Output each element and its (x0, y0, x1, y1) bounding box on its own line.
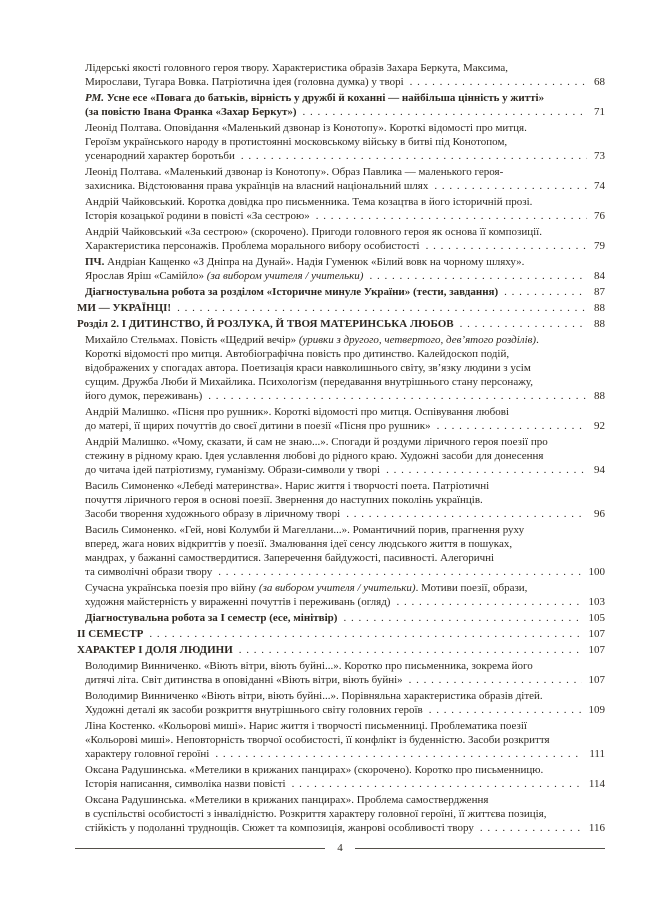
dot-leader (369, 269, 587, 283)
dot-leader (316, 209, 587, 223)
toc-text-segment: Характеристика персонажів. Проблема морального вибору особистості (85, 240, 420, 252)
toc-text-segment: в суспільстві особистості з інвалідністю. Розкриття характеру головної героїні, її життєва позиція, (85, 808, 547, 820)
toc-text-segment: Андрій Чайковський «За сестрою» (скорочено). Пригоди головного героя як основа її композиції. (85, 226, 542, 238)
toc-text-segment: сущим. Дружба Люби й Михайлика. Психологізм (передавання внутрішнього стану персонажу, (85, 376, 533, 388)
toc-line (85, 105, 605, 119)
page-number: 88 (594, 390, 605, 402)
toc-text-segment: . (536, 334, 539, 346)
toc-text (85, 179, 428, 193)
toc-line (85, 179, 605, 193)
toc-text-segment: усенародний характер боротьби (85, 150, 235, 162)
toc-line (85, 507, 605, 521)
footer-page-number: 4 (337, 842, 343, 854)
toc-line (85, 659, 605, 673)
toc-line (85, 463, 605, 477)
page-number: 76 (594, 210, 605, 222)
dot-leader (410, 75, 587, 89)
toc-line (85, 405, 605, 419)
toc-text-segment: (уривки з другого, четвертого, дев’ятого розділів) (298, 334, 537, 346)
toc-list (77, 61, 605, 837)
toc-text (85, 226, 542, 238)
page-number: 105 (588, 612, 605, 624)
toc-text-segment: Леонід Полтава. Оповідання «Маленький дзвонар із Конотопу». Короткі відомості про митця. (85, 122, 527, 134)
toc-line (85, 747, 605, 761)
toc-line (85, 611, 605, 625)
toc-text (77, 643, 233, 657)
page-number: 84 (594, 270, 605, 282)
dot-leader (149, 627, 581, 641)
toc-text-segment: Короткі відомості про митця. Автобіографічна повість про дитинство. Калейдоскоп подій, (85, 348, 510, 360)
toc-entry (77, 285, 605, 299)
toc-line (85, 333, 605, 347)
dot-leader (409, 673, 582, 687)
toc-text-segment: його думок, переживань) (85, 390, 203, 402)
page-number: 92 (594, 420, 605, 432)
toc-text (85, 821, 474, 835)
toc-text (85, 552, 494, 564)
toc-text (85, 808, 546, 820)
toc-text-segment: ХАРАКТЕР І ДОЛЯ ЛЮДИНИ (77, 644, 233, 656)
toc-text (85, 196, 532, 208)
toc-text (85, 582, 527, 594)
toc-text-segment: . Мотиви поезії, образи, (415, 582, 528, 594)
page-number: 88 (594, 302, 605, 314)
toc-text-segment: Мирослави, Тугара Вовка. Патріотична ідея (головна думка) у творі (85, 76, 404, 88)
toc-entry (77, 405, 605, 433)
toc-text-segment: РМ. (85, 92, 104, 104)
toc-line (85, 689, 605, 703)
toc-line (85, 61, 605, 75)
toc-text (85, 105, 297, 119)
toc-text (85, 209, 310, 223)
page-number: 88 (594, 318, 605, 330)
toc-text (85, 611, 337, 625)
toc-line (85, 435, 605, 449)
toc-text-segment: Художні деталі як засоби розкриття внутрішнього світу головних героїв (85, 704, 423, 716)
toc-text-segment: ПЧ. (85, 256, 105, 268)
toc-line (77, 627, 605, 641)
toc-text (85, 92, 544, 104)
toc-text (85, 239, 420, 253)
toc-text (85, 149, 235, 163)
toc-text (85, 62, 508, 74)
toc-entry (77, 61, 605, 89)
dot-leader (480, 821, 582, 835)
toc-text-segment: Василь Симоненко. «Гей, нові Колумби й Магеллани...». Романтичний порив, прагнення руху (85, 524, 525, 536)
toc-text-segment: Історія козацької родини в повісті «За сестрою» (85, 210, 310, 222)
toc-text-segment: Андрій Чайковський. Коротка довідка про письменника. Тема козацтва в його історичній прозі. (85, 196, 533, 208)
toc-line (85, 777, 605, 791)
toc-line (85, 551, 605, 565)
toc-line (77, 643, 605, 657)
toc-text (85, 75, 404, 89)
toc-entry (77, 195, 605, 223)
toc-entry (77, 659, 605, 687)
toc-text (85, 507, 340, 521)
toc-text-segment: до читача ідей патріотизму, гуманізму. Образи-символи у творі (85, 464, 381, 476)
toc-text (85, 764, 543, 776)
toc-text-segment: Василь Симоненко «Лебеді материнства». Нарис життя і творчості поета. Патріотичні (85, 480, 490, 492)
toc-text-segment: почуття ліричного героя в основі поезії. Звернення до наступних поколінь українців. (85, 494, 483, 506)
toc-text-segment: «Кольорові миші». Неповторність творчої особистості, її конфлікт із буденністю. Засоби розкриття (85, 734, 550, 746)
page-number: 96 (594, 508, 605, 520)
toc-entry (77, 121, 605, 163)
toc-text-segment: ІІ СЕМЕСТР (77, 628, 144, 640)
toc-entry (77, 225, 605, 253)
page-number: 73 (594, 150, 605, 162)
toc-entry (77, 689, 605, 717)
toc-text-segment: захисника. Відстоювання права українців на власний національний шлях (85, 180, 429, 192)
page-number: 87 (594, 286, 605, 298)
toc-line (85, 595, 605, 609)
footer-rule-left (75, 848, 325, 849)
toc-line (85, 807, 605, 821)
dot-leader (429, 703, 582, 717)
toc-text (85, 166, 503, 178)
toc-heading (77, 301, 605, 315)
toc-text (85, 480, 489, 492)
toc-text-segment: Андріан Кащенко «З Дніпра на Дунай». Надія Гуменюк «Білий вовк на чорному шляху». (104, 256, 525, 268)
toc-line (85, 537, 605, 551)
toc-line (85, 763, 605, 777)
toc-text-segment: Лідерські якості головного героя твору. Характеристика образів Захара Беркута, Максима, (85, 62, 509, 74)
toc-text (85, 794, 488, 806)
toc-line (85, 673, 605, 687)
dot-leader (292, 777, 582, 791)
page-number: 109 (588, 704, 605, 716)
toc-text (85, 538, 512, 550)
toc-text (85, 777, 286, 791)
dot-leader (303, 105, 587, 119)
toc-text-segment: Сучасна українська поезія про війну (85, 582, 259, 594)
dot-leader (343, 611, 581, 625)
dot-leader (241, 149, 587, 163)
toc-text-segment: художня майстерність у вираженні почуттів і переживань (огляд) (85, 596, 391, 608)
toc-entry (77, 763, 605, 791)
toc-text (85, 389, 202, 403)
toc-text (85, 494, 483, 506)
toc-entry (77, 523, 605, 579)
dot-leader (437, 419, 587, 433)
toc-line (85, 75, 605, 89)
dot-leader (215, 747, 582, 761)
toc-heading (77, 317, 605, 331)
toc-entry (77, 581, 605, 609)
toc-line (85, 733, 605, 747)
toc-text-segment: мандрах, у бажанні самоствердитися. Заперечення байдужості, пасивності. Алегоричні (85, 552, 495, 564)
toc-text-segment: стежину в рідному краю. Ідея уславлення любові до рідного краю. Художні засоби для донесення (85, 450, 544, 462)
page-number: 111 (589, 748, 605, 760)
toc-line (85, 225, 605, 239)
toc-text (85, 419, 431, 433)
toc-text (85, 376, 533, 388)
toc-entry (77, 793, 605, 835)
toc-text-segment: дитячі літа. Світ дитинства в оповіданні «Віють вітри, віють буйні» (85, 674, 403, 686)
toc-text-segment: (за вибором учителя / учительки) (206, 270, 364, 282)
toc-text-segment: Андрій Малишко. «Пісня про рушник». Короткі відомості про митця. Оспівування любові (85, 406, 510, 418)
dot-leader (239, 643, 582, 657)
toc-line (85, 493, 605, 507)
toc-text (85, 524, 524, 536)
toc-entry (77, 165, 605, 193)
toc-line (85, 479, 605, 493)
toc-text-segment: стійкість у подоланні труднощів. Сюжет та композиція, жанрові особливості твору (85, 822, 474, 834)
toc-text (85, 660, 533, 672)
toc-entry (77, 91, 605, 119)
toc-text-segment: Ліна Костенко. «Кольорові миші». Нарис життя і творчості письменниці. Проблематика поезії (85, 720, 527, 732)
toc-text (77, 301, 171, 315)
toc-line (85, 375, 605, 389)
toc-text-segment: Розділ 2. І ДИТИНСТВО, Й РОЗЛУКА, Й ТВОЯ МАТЕРИНСЬКА ЛЮБОВ (77, 318, 454, 330)
dot-leader (504, 285, 587, 299)
toc-line (85, 165, 605, 179)
toc-line (85, 719, 605, 733)
toc-text-segment: відображених у спогадах автора. Поетизація краси навколишнього світу, зв’язку людини з усім (85, 362, 531, 374)
toc-text-segment: Володимир Винниченко «Віють вітри, віють буйні...». Порівняльна характеристика образів дітей. (85, 690, 543, 702)
dot-leader (346, 507, 587, 521)
page-number: 107 (588, 628, 605, 640)
toc-text (85, 595, 390, 609)
toc-text (77, 317, 454, 331)
page-number: 114 (588, 778, 605, 790)
toc-text (85, 406, 509, 418)
toc-entry (77, 255, 605, 283)
toc-text (85, 720, 527, 732)
toc-line (85, 239, 605, 253)
toc-text (85, 463, 380, 477)
toc-line (85, 361, 605, 375)
toc-line (85, 195, 605, 209)
toc-entry (77, 611, 605, 625)
toc-line (85, 419, 605, 433)
dot-leader (386, 463, 587, 477)
page-number: 103 (588, 596, 605, 608)
toc-text (85, 122, 527, 134)
toc-text (85, 334, 539, 346)
toc-text (85, 690, 543, 702)
toc-line (85, 269, 605, 283)
toc-text (85, 450, 543, 462)
page-number: 79 (594, 240, 605, 252)
toc-text (85, 747, 209, 761)
dot-leader (460, 317, 587, 331)
toc-line (77, 301, 605, 315)
page-number: 94 (594, 464, 605, 476)
toc-text-segment: Андрій Малишко. «Чому, сказати, й сам не знаю...». Спогади й роздуми ліричного героя поезії про (85, 436, 548, 448)
toc-text-segment: Історія написання, символіка назви повісті (85, 778, 286, 790)
toc-text-segment: Героїзм українського народу в протистоянні московському війську в битві під Конотопом, (85, 136, 508, 148)
toc-text-segment: Діагностувальна робота за І семестр (есе, мінітвір) (85, 612, 338, 624)
toc-line (85, 389, 605, 403)
toc-line (85, 121, 605, 135)
toc-line (85, 255, 605, 269)
page-number: 68 (594, 76, 605, 88)
toc-entry (77, 333, 605, 403)
toc-text-segment: Усне есе «Повага до батьків, вірність у дружбі й коханні — найбільша цінність у житті» (103, 92, 545, 104)
toc-text-segment: до матері, її щирих почуттів до своєї дитини в поезії «Пісня про рушник» (85, 420, 431, 432)
dot-leader (177, 301, 587, 315)
dot-leader (434, 179, 587, 193)
toc-line (85, 149, 605, 163)
toc-text (85, 703, 423, 717)
dot-leader (396, 595, 581, 609)
toc-text (85, 285, 498, 299)
toc-text-segment: Оксана Радушинська. «Метелики в крижаних панцирах» (скорочено). Коротко про письменницю. (85, 764, 544, 776)
toc-text-segment: (за вибором учителя / учительки) (258, 582, 416, 594)
toc-text (85, 734, 550, 746)
toc-heading (77, 627, 605, 641)
toc-text-segment: характеру головної героїні (85, 748, 210, 760)
toc-text (77, 627, 143, 641)
toc-text-segment: (за повістю Івана Франка «Захар Беркут») (85, 106, 297, 118)
toc-text-segment: Володимир Винниченко. «Віють вітри, віють буйні...». Коротко про письменника, зокрема його (85, 660, 533, 672)
toc-heading (77, 643, 605, 657)
page-number: 71 (594, 106, 605, 118)
page-number: 107 (588, 674, 605, 686)
toc-text-segment: Діагностувальна робота за розділом «Історичне минуле України» (тести, завдання) (85, 286, 499, 298)
toc-line (85, 565, 605, 579)
dot-leader (426, 239, 587, 253)
page-number: 100 (588, 566, 605, 578)
toc-text-segment: Михайло Стельмах. Повість «Щедрий вечір» (85, 334, 299, 346)
toc-entry (77, 719, 605, 761)
toc-text-segment: Засоби творення художнього образу в ліричному творі (85, 508, 341, 520)
page-number: 116 (588, 822, 605, 834)
toc-line (85, 793, 605, 807)
dot-leader (208, 389, 587, 403)
toc-line (85, 91, 605, 105)
toc-text (85, 269, 363, 283)
page-number: 107 (588, 644, 605, 656)
page-footer (75, 842, 605, 854)
toc-line (85, 581, 605, 595)
toc-entry (77, 435, 605, 477)
toc-text-segment: МИ — УКРАЇНЦІ! (77, 302, 172, 314)
toc-line (85, 703, 605, 717)
toc-text (85, 436, 548, 448)
toc-text (85, 673, 403, 687)
dot-leader (218, 565, 581, 579)
toc-text (85, 362, 531, 374)
toc-line (85, 347, 605, 361)
footer-rule-right (355, 848, 605, 849)
toc-text-segment: та символічні образи твору (85, 566, 213, 578)
toc-line (85, 135, 605, 149)
page-number: 74 (594, 180, 605, 192)
toc-line (77, 317, 605, 331)
toc-line (85, 209, 605, 223)
toc-text (85, 348, 509, 360)
toc-line (85, 821, 605, 835)
toc-line (85, 285, 605, 299)
toc-entry (77, 479, 605, 521)
toc-line (85, 523, 605, 537)
toc-text-segment: Леонід Полтава. «Маленький дзвонар із Конотопу». Образ Павлика — маленького героя- (85, 166, 504, 178)
toc-text (85, 136, 507, 148)
toc-text (85, 256, 524, 268)
toc-text-segment: Ярослав Яріш «Самійло» (85, 270, 207, 282)
toc-line (85, 449, 605, 463)
toc-text (85, 565, 212, 579)
toc-text-segment: вперед, жага нових відкриттів у поезії. Змалювання ідеї сенсу людського життя в пошуках, (85, 538, 513, 550)
toc-text-segment: Оксана Радушинська. «Метелики в крижаних панцирах». Проблема самоствердження (85, 794, 489, 806)
